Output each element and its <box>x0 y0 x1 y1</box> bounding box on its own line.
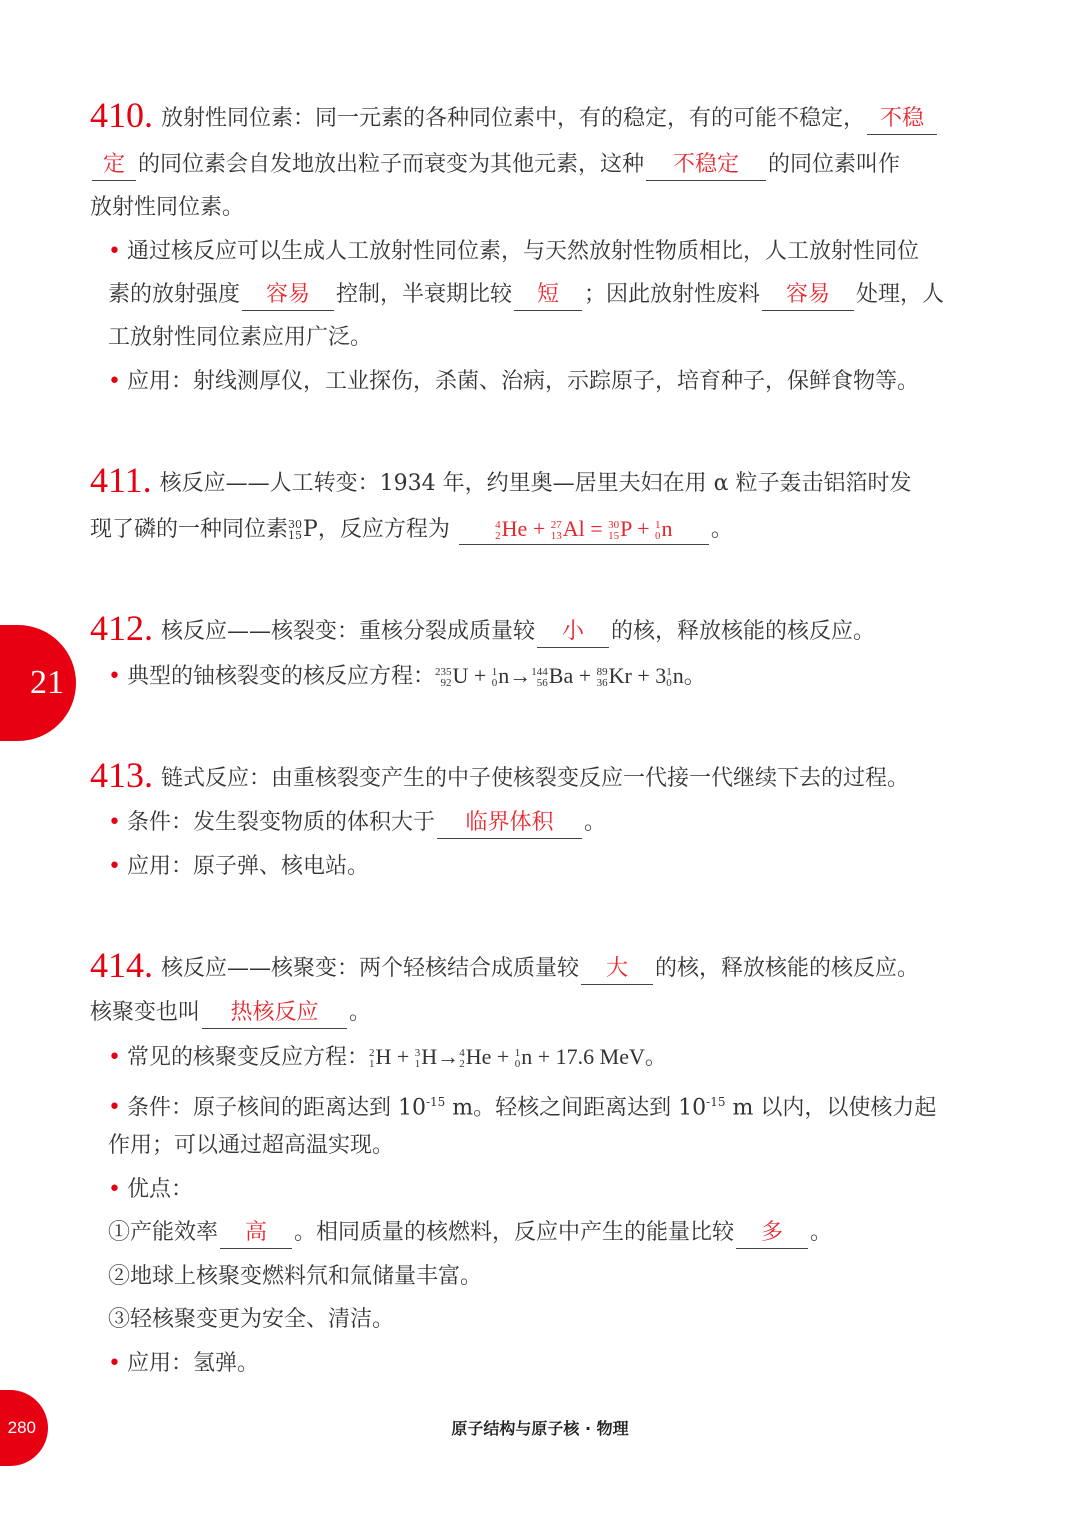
answer-blank: 定 <box>92 150 136 181</box>
bullet-icon: • <box>108 810 121 835</box>
entry-413-point2: • 应用：原子弹、核电站。 <box>108 854 369 879</box>
answer-blank: 不稳 <box>867 104 937 135</box>
entry-414-advantage2: ②地球上核聚变燃料氘和氚储量丰富。 <box>108 1264 483 1289</box>
entry-411-line1: 411. 核反应——人工转变：1934 年，约里奥—居里夫妇在用 α 粒子轰击铝箔时发 <box>90 460 912 500</box>
bullet-icon: • <box>108 854 121 879</box>
answer-blank-equation: 4 2 He + 27 13 Al = 30 15 P + 1 0 n <box>459 514 709 545</box>
entry-414-line2: 核聚变也叫 热核反应 。 <box>90 993 990 1033</box>
chapter-tab: 21 <box>0 625 76 741</box>
entry-414-point1: • 常见的核聚变反应方程： 2 1 H + 3 1 H→ 4 2 He + 1 0 n + 17.6 MeV。 <box>108 1044 667 1070</box>
entry-number: 412. <box>90 608 153 648</box>
entry-number: 411. <box>90 460 152 500</box>
entry-410-point1: • 通过核反应可以生成人工放射性同位素，与天然放射性物质相比，人工放射性同位 <box>108 239 919 264</box>
answer-blank: 高 <box>220 1218 292 1249</box>
answer-blank: 小 <box>537 617 609 648</box>
answer-blank: 不稳定 <box>646 150 766 181</box>
entry-414-line1: 414. 核反应——核聚变：两个轻核结合成质量较 大 的核，释放核能的核反应。 <box>90 945 920 985</box>
bullet-icon: • <box>108 664 121 689</box>
fusion-equation: 2 1 H + 3 1 H→ 4 2 He + 1 0 n + <box>369 1044 556 1070</box>
entry-412-point1: • 典型的铀核裂变的核反应方程： 235 92 U + 1 0 n→ 144 56 Ba + 89 36 Kr + 3 1 0 n。 <box>108 663 706 689</box>
entry-414-advantage1: ①产能效率 高 。相同质量的核燃料，反应中产生的能量比较 多 。 <box>108 1213 1008 1253</box>
entry-414-point2-cont: 作用；可以通过超高温实现。 <box>108 1133 395 1158</box>
answer-blank: 容易 <box>242 280 334 311</box>
entry-414-advantage3: ③轻核聚变更为安全、清洁。 <box>108 1307 395 1332</box>
bullet-icon: • <box>108 239 121 264</box>
entry-414-point4: • 应用：氢弹。 <box>108 1351 259 1376</box>
entry-number: 414. <box>90 945 153 985</box>
entry-410-point1-end: 工放射性同位素应用广泛。 <box>108 325 373 350</box>
entry-410-line3: 放射性同位素。 <box>90 195 245 220</box>
bullet-icon: • <box>108 1045 121 1070</box>
entry-410-line1: 410. 放射性同位素：同一元素的各种同位素中，有的稳定，有的可能不稳定， 不稳 <box>90 95 990 135</box>
answer-blank: 临界体积 <box>437 808 582 839</box>
entry-410-point1-cont: 素的放射强度 容易 控制，半衰期比较 短 ；因此放射性废料 容易 处理，人 <box>108 275 1008 315</box>
answer-blank: 多 <box>736 1218 808 1249</box>
entry-411-line2: 现了磷的一种同位素 30 15 P，反应方程为 4 2 He + 27 13 Al = 30 15 P + 1 0 n 。 <box>90 510 990 550</box>
answer-blank: 大 <box>581 954 653 985</box>
entry-414-point2: • 条件：原子核间的距离达到 $10^{-15}$ m。轻核之间距离达到 $10^{-15}$ m 以内，以使核力起 <box>108 1095 937 1121</box>
bullet-icon: • <box>108 1095 121 1121</box>
answer-blank: 热核反应 <box>202 998 347 1029</box>
bullet-icon: • <box>108 369 121 394</box>
answer-blank: 短 <box>514 280 582 311</box>
page-footer: 原子结构与原子核 · 物理 <box>451 1419 629 1438</box>
answer-blank: 容易 <box>762 280 854 311</box>
entry-414-point3: • 优点： <box>108 1177 193 1202</box>
fission-equation: 235 92 U + 1 0 n→ 144 56 Ba + 89 36 Kr + 3 1 0 n。 <box>435 663 706 689</box>
entry-410-point2: • 应用：射线测厚仪，工业探伤，杀菌、治病，示踪原子，培育种子，保鲜食物等。 <box>108 369 919 394</box>
page-number: 280 <box>0 1390 48 1466</box>
entry-number: 413. <box>90 755 153 795</box>
entry-413-point1: • 条件：发生裂变物质的体积大于 临界体积 。 <box>108 803 1008 843</box>
entry-412-line1: 412. 核反应——核裂变：重核分裂成质量较 小 的核，释放核能的核反应。 <box>90 608 876 648</box>
entry-410-line2: 定 的同位素会自发地放出粒子而衰变为其他元素，这种 不稳定 的同位素叫作 <box>90 145 990 185</box>
bullet-icon: • <box>108 1351 121 1376</box>
bullet-icon: • <box>108 1177 121 1202</box>
entry-413-line1: 413. 链式反应：由重核裂变产生的中子使核裂变反应一代接一代继续下去的过程。 <box>90 755 910 795</box>
entry-number: 410. <box>90 95 153 135</box>
